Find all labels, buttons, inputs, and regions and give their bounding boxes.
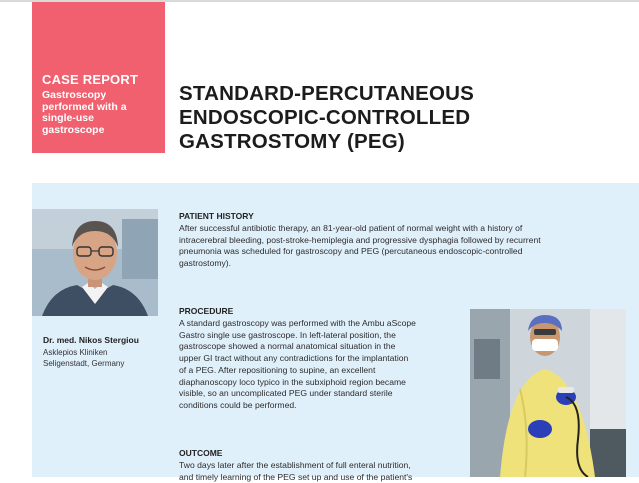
procedure-body [179, 318, 464, 412]
outcome-heading: OUTCOME [179, 448, 223, 458]
history-line: pneumonia was scheduled for gastroscopy and PEG (percutaneous endoscopic-controlled [179, 246, 523, 257]
procedure-line: of a PEG. After repositioning to supine, an excellent [179, 364, 376, 375]
article-headline [179, 82, 599, 154]
procedure-photo [470, 309, 626, 477]
procedure-line: conditions could be performed. [179, 399, 297, 410]
procedure-line: gastroscope showed a normal anatomical situation in the [179, 341, 396, 352]
patient-history-body [179, 223, 619, 270]
headline-line-1: STANDARD-PERCUTANEOUS [179, 82, 474, 105]
outcome-line: Two days later after the establishment of full enteral nutrition, [179, 460, 411, 470]
case-report-tag [32, 2, 165, 153]
procedure-line: Gastro single use gastroscope. In left-lateral position, the [179, 329, 396, 340]
affiliation-line-1: Asklepios Kliniken [43, 348, 108, 357]
tag-subtitle: Gastroscopy performed with a single-use gastroscope [42, 89, 127, 136]
headline-line-3: GASTROSTOMY (PEG) [179, 130, 405, 153]
author-portrait [32, 209, 158, 316]
author-name: Dr. med. Nikos Stergiou [43, 335, 139, 345]
history-line: intracerebral bleeding, post-stroke-hemiplegia and progressive dysphagia followed by recurrent [179, 234, 541, 245]
history-line: After successful antibiotic therapy, an 81-year-old patient of normal weight with a history of [179, 223, 523, 233]
outcome-line: and timely learning of the PEG set up and use of the patient's [179, 471, 413, 482]
procedure-heading: PROCEDURE [179, 306, 234, 316]
procedure-line: diaphanoscopy loco typico in the subxiphoid region became [179, 376, 406, 387]
headline-line-2: ENDOSCOPIC-CONTROLLED [179, 106, 471, 129]
affiliation-line-2: Seligenstadt, Germany [43, 359, 125, 368]
procedure-line: visible, so an uncomplicated PEG under standard sterile [179, 388, 393, 399]
outcome-body [179, 460, 464, 483]
procedure-line: A standard gastroscopy was performed with the Ambu aScope [179, 318, 416, 328]
procedure-line: upper GI tract without any contradictions for the implantation [179, 353, 409, 364]
history-line: gastrostomy). [179, 258, 232, 269]
tag-title: CASE REPORT [42, 72, 139, 87]
patient-history-heading: PATIENT HISTORY [179, 211, 254, 221]
author-affiliation [43, 347, 158, 369]
